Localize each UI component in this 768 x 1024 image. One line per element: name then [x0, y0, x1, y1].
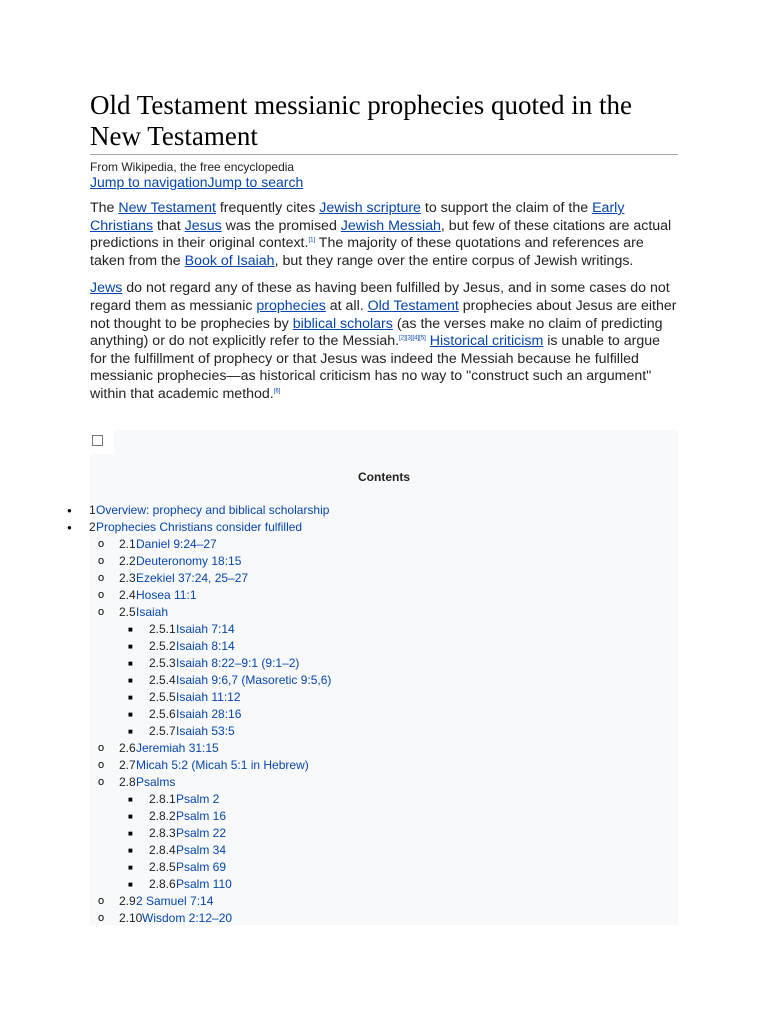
toc-bullet: o [98, 912, 105, 924]
toc-bullet: ■ [128, 795, 133, 804]
toc-bullet: o [98, 776, 105, 788]
text: was the promised [221, 217, 341, 234]
citation-2-5[interactable]: [2][3][4][5] [399, 335, 426, 342]
toc-bullet: ■ [128, 880, 133, 889]
toc-number: 2.8.3 [149, 826, 176, 840]
toc-bullet: ■ [128, 710, 133, 719]
jump-to-search-link[interactable]: Jump to search [207, 174, 304, 190]
intro-paragraph-1 [90, 200, 678, 270]
text: The majority of these quotations and references are taken from the [90, 235, 644, 269]
toc-bullet: o [98, 606, 105, 618]
toc-bullet: ■ [128, 812, 133, 821]
toc-link[interactable]: Isaiah 8:22–9:1 (9:1–2) [176, 656, 300, 670]
link-jews[interactable]: Jews [90, 280, 123, 297]
toc-bullet: o [98, 742, 105, 754]
toc-link[interactable]: 2 Samuel 7:14 [136, 894, 214, 908]
link-historical-criticism[interactable]: Historical criticism [429, 333, 544, 350]
text: prophecies about Jesus are either not thought to be prophecies by [90, 297, 677, 332]
toc-link[interactable]: Wisdom 2:12–20 [142, 911, 233, 925]
toc-bullet: o [98, 895, 105, 907]
link-jewish-messiah[interactable]: Jewish Messiah [340, 217, 441, 234]
text: is unable to argue for the fulfillment of prophecy or that Jesus was indeed the Messiah because he fulfilled messianic prophecies—as historical criticism has no way to "construct such an argument" within that academic method. [90, 333, 661, 402]
link-early-christians[interactable]: Early Christians [90, 200, 625, 234]
text: frequently cites [215, 200, 320, 216]
toc-link[interactable]: Psalm 110 [176, 877, 232, 891]
toc-link[interactable]: Psalm 16 [176, 809, 227, 823]
toc-link[interactable]: Psalms [136, 775, 176, 789]
text: (as the verses make no claim of predicting anything) or do not explicitly refer to the Messiah. [90, 315, 663, 350]
toc-bullet: o [98, 538, 105, 550]
text: to support the claim of the [420, 200, 593, 216]
text: The [90, 200, 119, 216]
toc-number: 2.2 [119, 554, 136, 568]
toc-number: 2 [89, 520, 96, 534]
toc-number: 2.5.3 [149, 656, 176, 670]
toc-link[interactable]: Isaiah 11:12 [176, 690, 241, 704]
text: , but they range over the entire corpus of Jewish writings. [274, 252, 634, 269]
text: that [153, 217, 185, 234]
toc-number: 2.8 [119, 775, 136, 789]
toc-link[interactable]: Prophecies Christians consider fulfilled [96, 520, 303, 534]
toc-number: 2.8.2 [149, 809, 176, 823]
toc-number: 2.5.4 [149, 673, 176, 687]
toc-link[interactable]: Ezekiel 37:24, 25–27 [136, 571, 249, 585]
toc-link[interactable]: Psalm 2 [176, 792, 220, 806]
toc-toggle-checkbox[interactable] [92, 435, 103, 446]
link-old-testament[interactable]: Old Testament [367, 297, 459, 314]
toc-link[interactable]: Isaiah 53:5 [176, 724, 235, 738]
toc-link[interactable]: Psalm 69 [176, 860, 227, 874]
link-book-of-isaiah[interactable]: Book of Isaiah [184, 252, 275, 269]
toc-toggle-area [90, 430, 114, 454]
link-jesus[interactable]: Jesus [184, 217, 222, 234]
toc-number: 2.8.4 [149, 843, 176, 857]
toc-number: 2.5.7 [149, 724, 176, 738]
toc-number: 2.5.2 [149, 639, 176, 653]
toc-bullet: ■ [128, 829, 133, 838]
toc-number: 2.9 [119, 894, 136, 908]
toc-number: 2.8.5 [149, 860, 176, 874]
link-prophecies[interactable]: prophecies [256, 297, 326, 314]
link-new-testament[interactable]: New Testament [118, 200, 216, 216]
toc-link[interactable]: Micah 5:2 (Micah 5:1 in Hebrew) [136, 758, 309, 772]
toc-number: 2.6 [119, 741, 136, 755]
text: do not regard any of these as having been fulfilled by Jesus, and in some cases do not regard them as messianic [90, 280, 670, 314]
text: at all. [325, 297, 368, 314]
toc-number: 2.5.6 [149, 707, 176, 721]
toc-link[interactable]: Psalm 22 [176, 826, 227, 840]
toc-bullet: ■ [128, 693, 133, 702]
toc-link[interactable]: Isaiah 28:16 [176, 707, 242, 721]
toc-bullet: ● [67, 523, 72, 532]
toc-number: 2.10 [119, 911, 143, 925]
toc-link[interactable]: Isaiah [136, 605, 169, 619]
toc-bullet: ■ [128, 659, 133, 668]
toc-number: 2.5 [119, 605, 136, 619]
text: , but few of these citations are actual predictions in their original context. [90, 217, 672, 252]
toc-bullet: ■ [128, 625, 133, 634]
jump-to-navigation-link[interactable]: Jump to navigation [90, 174, 208, 190]
toc-title: Contents [358, 470, 410, 484]
toc-link[interactable]: Hosea 11:1 [136, 588, 197, 602]
toc-number: 2.4 [119, 588, 136, 602]
toc-bullet: ■ [128, 846, 133, 855]
toc-link[interactable]: Isaiah 9:6,7 (Masoretic 9:5,6) [176, 673, 332, 687]
citation-1[interactable]: [1] [308, 237, 316, 244]
toc-link[interactable]: Jeremiah 31:15 [136, 741, 219, 755]
site-tagline: From Wikipedia, the free encyclopedia [90, 160, 295, 174]
toc-number: 1 [89, 503, 96, 517]
jump-links [90, 174, 678, 190]
toc-link[interactable]: Overview: prophecy and biblical scholarship [96, 503, 330, 517]
toc-number: 2.5.1 [149, 622, 176, 636]
toc-link[interactable]: Psalm 34 [176, 843, 227, 857]
article [90, 90, 678, 404]
toc-bullet: o [98, 572, 105, 584]
toc-number: 2.8.1 [149, 792, 176, 806]
toc-number: 2.1 [119, 537, 136, 551]
link-jewish-scripture[interactable]: Jewish scripture [319, 200, 421, 216]
toc-bullet: ■ [128, 642, 133, 651]
toc-bullet: o [98, 759, 105, 771]
toc-bullet: o [98, 589, 105, 601]
toc-bullet: ■ [128, 727, 133, 736]
toc-link[interactable]: Daniel 9:24–27 [136, 537, 217, 551]
intro-paragraph-2 [90, 280, 678, 403]
toc-number: 2.5.5 [149, 690, 176, 704]
toc-number: 2.7 [119, 758, 136, 772]
page-title: Old Testament messianic prophecies quoted in the New Testament [90, 90, 678, 155]
toc-link[interactable]: Deuteronomy 18:15 [136, 554, 242, 568]
citation-6[interactable]: [6] [273, 388, 281, 395]
toc-bullet: ■ [128, 676, 133, 685]
toc-number: 2.3 [119, 571, 136, 585]
toc-bullet: o [98, 555, 105, 567]
toc-bullet: ● [67, 506, 72, 515]
toc-bullet: ■ [128, 863, 133, 872]
link-biblical-scholars[interactable]: biblical scholars [292, 315, 393, 332]
toc-number: 2.8.6 [149, 877, 176, 891]
toc-link[interactable]: Isaiah 8:14 [176, 639, 235, 653]
toc-link[interactable]: Isaiah 7:14 [176, 622, 235, 636]
